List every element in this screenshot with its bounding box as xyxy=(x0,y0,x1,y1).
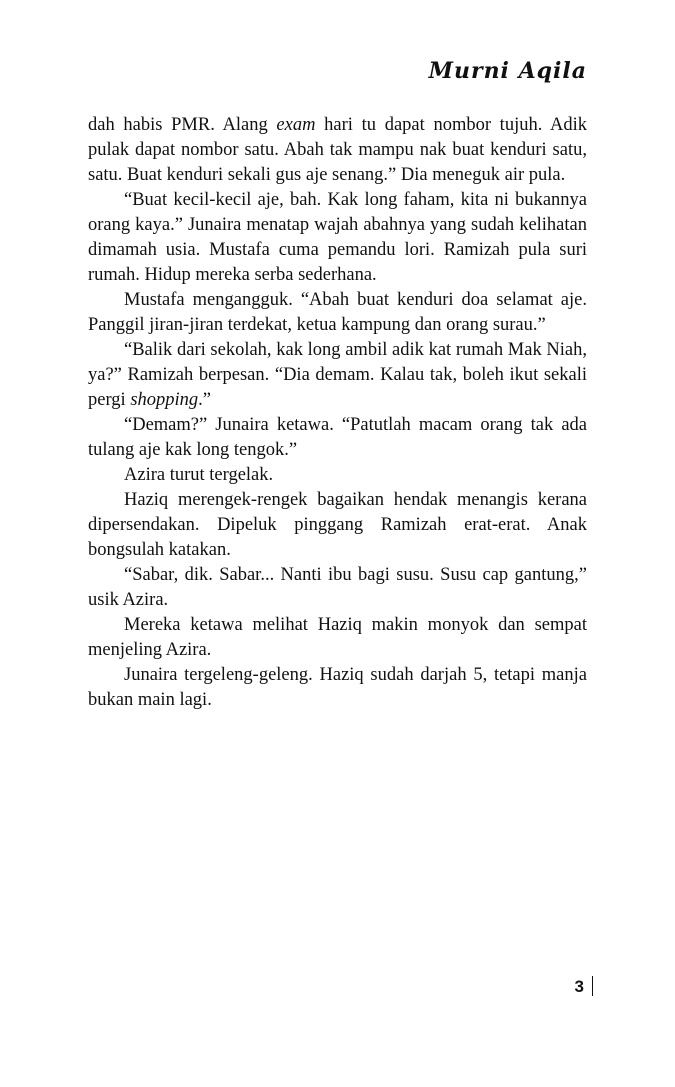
page-number-value: 3 xyxy=(574,977,584,996)
italic-word: shopping xyxy=(130,390,199,410)
paragraph xyxy=(88,338,587,413)
text-run: hari tu dapat nombor tujuh. Adik pulak dapat nombor satu. Abah tak mampu nak buat kenduri satu, satu. Buat kenduri sekali gus aje senang.” Dia meneguk air pula. xyxy=(88,115,588,185)
text-run: dah habis PMR. Alang xyxy=(88,115,277,135)
paragraph xyxy=(88,113,587,188)
text-run: .” xyxy=(198,390,211,410)
paragraph: Junaira tergeleng-geleng. Haziq sudah darjah 5, tetapi manja bukan main lagi. xyxy=(88,665,587,710)
paragraph: “Demam?” Junaira ketawa. “Patutlah macam orang tak ada tulang aje kak long tengok.” xyxy=(88,415,587,460)
folio-divider xyxy=(592,976,593,996)
paragraph: Haziq merengek-rengek bagaikan hendak menangis kerana dipersendakan. Dipeluk pinggang Ramizah erat-erat. Anak bongsulah katakan. xyxy=(88,490,587,560)
body-text xyxy=(88,113,587,713)
page-number xyxy=(575,976,593,997)
paragraph: Mereka ketawa melihat Haziq makin monyok dan sempat menjeling Azira. xyxy=(88,615,587,660)
italic-word: exam xyxy=(276,115,316,135)
running-header-author: Murni Aqila xyxy=(428,58,587,84)
paragraph: Mustafa mengangguk. “Abah buat kenduri doa selamat aje. Panggil jiran-jiran terdekat, ketua kampung dan orang surau.” xyxy=(88,290,587,335)
paragraph: Azira turut tergelak. xyxy=(124,465,274,485)
text-run: “Balik dari sekolah, kak long ambil adik kat rumah Mak Niah, ya?” Ramizah berpesan. “Dia demam. Kalau tak, boleh ikut sekali pergi xyxy=(88,340,587,410)
paragraph: “Sabar, dik. Sabar... Nanti ibu bagi susu. Susu cap gantung,” usik Azira. xyxy=(88,565,587,610)
paragraph: “Buat kecil-kecil aje, bah. Kak long faham, kita ni bukannya orang kaya.” Junaira menatap wajah abahnya yang sudah kelihatan dimamah usia. Mustafa cuma pemandu lori. Ramizah pula suri rumah. Hidup mereka serba sederhana. xyxy=(88,190,587,285)
